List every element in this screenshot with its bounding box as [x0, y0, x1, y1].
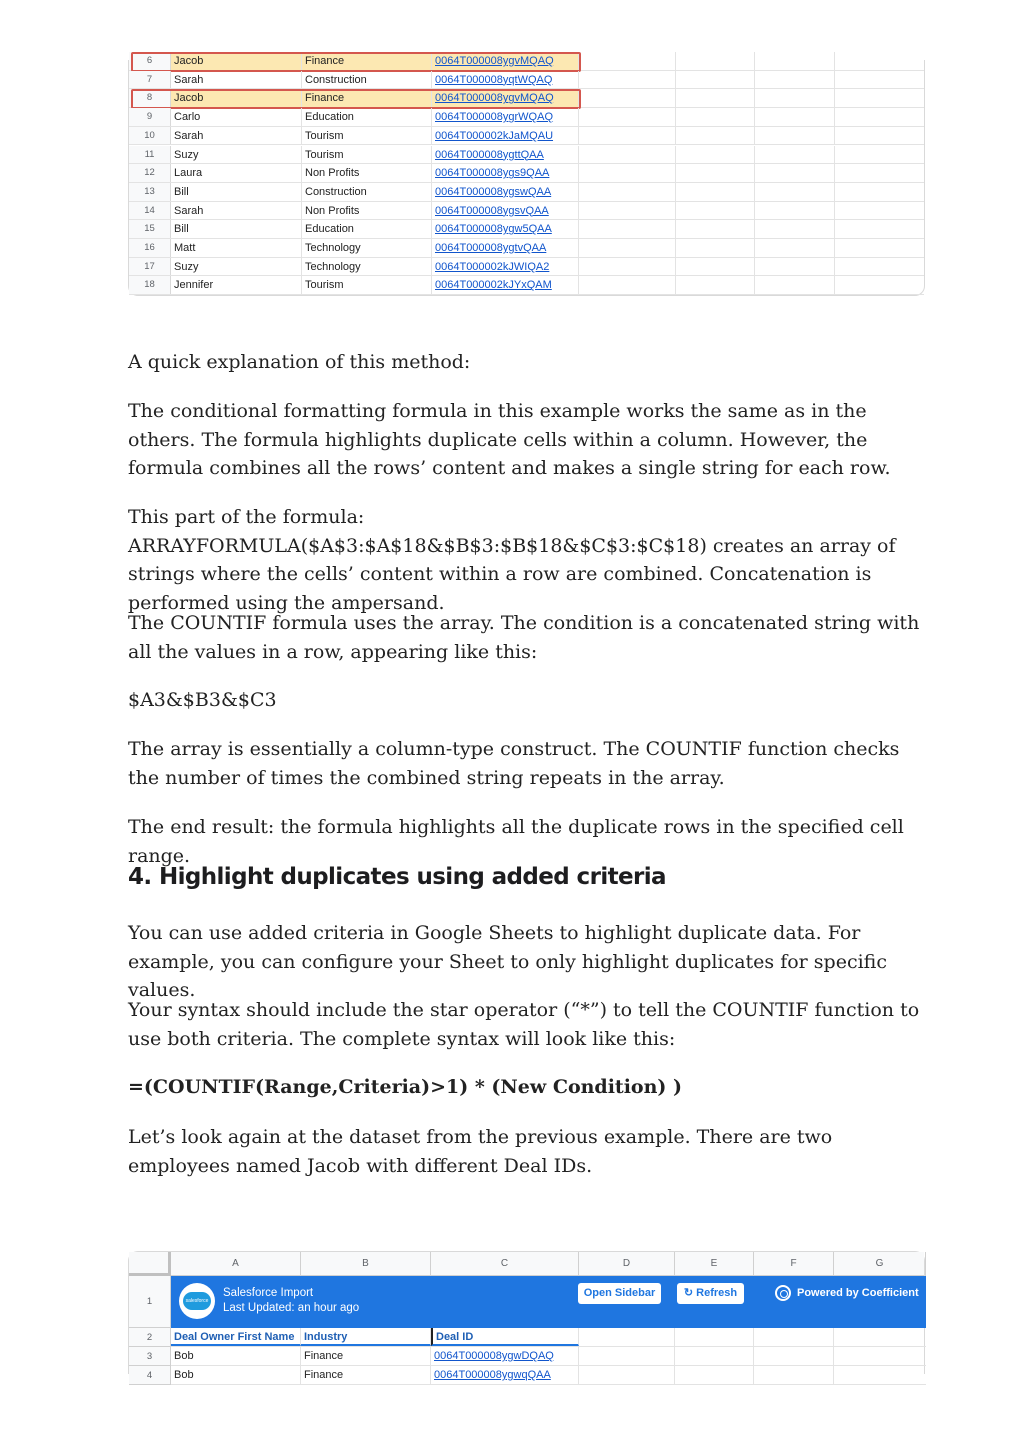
- cell-empty: [835, 164, 926, 182]
- row-number: 6: [129, 52, 171, 70]
- cell-empty: [834, 1347, 926, 1365]
- duplicates-spreadsheet-screenshot: [128, 55, 925, 296]
- paragraph-intro: A quick explanation of this method:: [128, 351, 471, 373]
- cell-empty: [835, 220, 926, 238]
- cell-empty: [579, 1366, 675, 1384]
- cell-empty: [755, 239, 835, 257]
- paragraph-countif: The COUNTIF formula uses the array. The condition is a concatenated string with all the values in a row, appearing like this:: [128, 612, 920, 663]
- table-row: [129, 71, 924, 90]
- cell-industry: Tourism: [302, 276, 432, 294]
- table-row: [129, 89, 924, 108]
- cell-empty: [579, 89, 676, 107]
- cell-deal-id-link[interactable]: 0064T000008ygsvQAA: [432, 202, 579, 220]
- cell-industry: Education: [302, 220, 432, 238]
- last-updated-text: Last Updated: an hour ago: [223, 1302, 360, 1314]
- cell-empty: [834, 1366, 926, 1384]
- cell-industry: Non Profits: [302, 164, 432, 182]
- paragraph-star-operator: Your syntax should include the star operator (“*”) to tell the COUNTIF function to use both criteria. The complete syntax will look like this:: [128, 999, 920, 1050]
- cell-industry: Tourism: [302, 146, 432, 164]
- cell-deal-id-link[interactable]: 0064T000002kJWIQA2: [432, 258, 579, 276]
- cell-deal-id-link[interactable]: 0064T000002kJYxQAM: [432, 276, 579, 294]
- cell-deal-id-link[interactable]: 0064T000008yqtWQAQ: [432, 71, 579, 89]
- cell-empty: [754, 1347, 834, 1365]
- coefficient-spreadsheet-screenshot: [128, 1251, 925, 1381]
- cell-name: Carlo: [171, 108, 302, 126]
- cell-deal-id-link[interactable]: 0064T000008ygswQAA: [432, 183, 579, 201]
- cell-name: Jacob: [171, 89, 302, 107]
- cell-empty: [579, 276, 676, 294]
- cell-empty: [755, 258, 835, 276]
- cell-empty: [676, 127, 755, 145]
- cell-empty: [579, 1328, 675, 1346]
- header-industry: Industry: [301, 1328, 431, 1346]
- cell-empty: [835, 89, 926, 107]
- row-number: 15: [129, 220, 171, 238]
- cell-empty: [755, 146, 835, 164]
- header-deal-id: Deal ID: [431, 1328, 579, 1346]
- refresh-icon: ↻: [683, 1287, 694, 1299]
- cell-deal-id-link[interactable]: 0064T000008ygw5QAA: [432, 220, 579, 238]
- row-number: 11: [129, 146, 171, 164]
- cell-industry: Technology: [302, 239, 432, 257]
- row-number: 8: [129, 89, 171, 107]
- cell-name: Jacob: [171, 52, 302, 70]
- cell-empty: [676, 202, 755, 220]
- cell-empty: [676, 52, 755, 70]
- cell-name: Suzy: [171, 146, 302, 164]
- column-header-e[interactable]: E: [675, 1252, 754, 1276]
- paragraph-added-criteria: You can use added criteria in Google Sheets to highlight duplicate data. For example, you can configure your Sheet to only highlight duplicates for specific values.: [128, 922, 887, 1001]
- paragraph-formula-explanation: The conditional formatting formula in this example works the same as in the others. The formula highlights duplicate cells within a column. However, the formula combines all the rows’ content and makes a single string for each row.: [128, 400, 891, 479]
- table-row: [129, 220, 924, 239]
- table-row: [129, 239, 924, 258]
- table-row: [171, 1366, 926, 1385]
- paragraph-dataset: Let’s look again at the dataset from the previous example. There are two employees named Jacob with different Deal IDs.: [128, 1126, 833, 1177]
- column-header-d[interactable]: D: [579, 1252, 675, 1276]
- cell-empty: [835, 108, 926, 126]
- cell-industry: Construction: [302, 183, 432, 201]
- cell-empty: [676, 183, 755, 201]
- cell-empty: [755, 183, 835, 201]
- cell-industry: Education: [302, 108, 432, 126]
- table-row: [129, 52, 924, 71]
- column-header-a[interactable]: A: [171, 1252, 301, 1276]
- cell-deal-id-link[interactable]: 0064T000008ygvMQAQ: [432, 89, 579, 107]
- cell-empty: [755, 220, 835, 238]
- cell-name: Laura: [171, 164, 302, 182]
- row-number: 2: [129, 1328, 171, 1347]
- cell-empty: [755, 71, 835, 89]
- row-number: 1: [129, 1276, 171, 1328]
- column-header-bar: [129, 1252, 924, 1276]
- cell-empty: [834, 1328, 926, 1346]
- cell-name: Sarah: [171, 71, 302, 89]
- cell-empty: [676, 71, 755, 89]
- cell-empty: [675, 1366, 754, 1384]
- row-number: 13: [129, 183, 171, 201]
- table-row: [129, 258, 924, 277]
- paragraph-end-result: The end result: the formula highlights all the duplicate rows in the specified cell range.: [128, 816, 904, 867]
- cell-empty: [676, 108, 755, 126]
- cell-empty: [835, 239, 926, 257]
- cell-empty: [835, 276, 926, 294]
- cell-deal-id-link[interactable]: 0064T000008ygtvQAA: [432, 239, 579, 257]
- cell-deal-id-link[interactable]: 0064T000008ygttQAA: [432, 146, 579, 164]
- cell-deal-id-link[interactable]: 0064T000008ygwDQAQ: [431, 1347, 579, 1365]
- table-row: [129, 146, 924, 165]
- row-number: 12: [129, 164, 171, 182]
- cell-name: Sarah: [171, 202, 302, 220]
- table-row: [171, 1347, 926, 1366]
- cell-empty: [755, 108, 835, 126]
- powered-by-coefficient: [775, 1285, 919, 1301]
- cell-deal-id-link[interactable]: 0064T000008ygrWQAQ: [432, 108, 579, 126]
- table-row: [129, 202, 924, 221]
- cell-empty: [676, 276, 755, 294]
- column-header-f[interactable]: F: [754, 1252, 834, 1276]
- cell-owner: Bob: [171, 1366, 301, 1384]
- cell-deal-id-link[interactable]: 0064T000008ygvMQAQ: [432, 52, 579, 70]
- cell-empty: [835, 71, 926, 89]
- cell-empty: [675, 1347, 754, 1365]
- table-row: [129, 127, 924, 146]
- cell-empty: [755, 89, 835, 107]
- cell-empty: [579, 108, 676, 126]
- cell-empty: [579, 146, 676, 164]
- cell-name: Matt: [171, 239, 302, 257]
- table-row: [129, 183, 924, 202]
- row-number: 18: [129, 276, 171, 294]
- cell-industry: Tourism: [302, 127, 432, 145]
- table-row: [129, 276, 924, 295]
- cell-empty: [676, 220, 755, 238]
- row-number: 14: [129, 202, 171, 220]
- row-number: 17: [129, 258, 171, 276]
- cell-industry: Non Profits: [302, 202, 432, 220]
- table-row: [129, 108, 924, 127]
- refresh-button[interactable]: [677, 1283, 744, 1304]
- cell-empty: [835, 127, 926, 145]
- cell-name: Sarah: [171, 127, 302, 145]
- cell-deal-id-link[interactable]: 0064T000008ygs9QAA: [432, 164, 579, 182]
- table-header-row: [171, 1328, 926, 1347]
- column-header-g[interactable]: G: [834, 1252, 926, 1276]
- cell-deal-id-link[interactable]: 0064T000002kJaMQAU: [432, 127, 579, 145]
- row-number: 4: [129, 1366, 171, 1385]
- paragraph-arrayformula: This part of the formula: ARRAYFORMULA($A$3:$A$18&$B$3:$B$18&$C$3:$C$18) creates an array of strings where the cells’ content within a row are combined. Concatenation is performed using the ampersand.: [128, 506, 896, 614]
- cell-empty: [579, 164, 676, 182]
- import-title: Salesforce Import: [223, 1287, 314, 1299]
- refresh-label: Refresh: [696, 1287, 738, 1299]
- cell-name: Bill: [171, 220, 302, 238]
- table-row: [129, 164, 924, 183]
- cell-empty: [676, 258, 755, 276]
- cell-empty: [579, 202, 676, 220]
- cell-empty: [755, 276, 835, 294]
- powered-by-label: Powered by Coefficient: [797, 1287, 919, 1299]
- cell-name: Bill: [171, 183, 302, 201]
- cell-empty: [579, 258, 676, 276]
- row-number: 16: [129, 239, 171, 257]
- cell-empty: [579, 183, 676, 201]
- cell-industry: Finance: [301, 1347, 431, 1365]
- cell-empty: [755, 52, 835, 70]
- cell-empty: [835, 52, 926, 70]
- salesforce-logo: [179, 1283, 215, 1319]
- cell-empty: [755, 164, 835, 182]
- paragraph-condition-example: $A3&$B3&$C3: [128, 689, 277, 711]
- cell-industry: Technology: [302, 258, 432, 276]
- cell-empty: [755, 127, 835, 145]
- cell-empty: [579, 1347, 675, 1365]
- cell-empty: [675, 1328, 754, 1346]
- cell-name: Jennifer: [171, 276, 302, 294]
- cell-name: Suzy: [171, 258, 302, 276]
- paragraph-array-construct: The array is essentially a column-type construct. The COUNTIF function checks the number of times the combined string repeats in the array.: [128, 738, 900, 789]
- column-header-b[interactable]: B: [301, 1252, 431, 1276]
- cell-empty: [579, 52, 676, 70]
- cell-empty: [754, 1328, 834, 1346]
- cell-empty: [676, 164, 755, 182]
- cell-empty: [676, 239, 755, 257]
- coefficient-logo-icon: [775, 1285, 791, 1301]
- formula-syntax: =(COUNTIF(Range,Criteria)>1) * (New Condition) ): [128, 1076, 683, 1098]
- sheet-corner: [129, 1252, 171, 1276]
- cell-empty: [755, 202, 835, 220]
- row-number: 7: [129, 71, 171, 89]
- cell-industry: Finance: [302, 52, 432, 70]
- cell-empty: [835, 258, 926, 276]
- open-sidebar-button[interactable]: Open Sidebar: [578, 1283, 661, 1304]
- cell-industry: Finance: [302, 89, 432, 107]
- column-header-c[interactable]: C: [431, 1252, 579, 1276]
- cell-empty: [754, 1366, 834, 1384]
- cell-empty: [579, 127, 676, 145]
- cell-empty: [579, 71, 676, 89]
- cell-empty: [835, 146, 926, 164]
- section-heading: 4. Highlight duplicates using added criteria: [128, 864, 666, 890]
- cell-owner: Bob: [171, 1347, 301, 1365]
- cell-empty: [835, 183, 926, 201]
- cell-empty: [835, 202, 926, 220]
- row-number: 3: [129, 1347, 171, 1366]
- cell-empty: [676, 146, 755, 164]
- cell-deal-id-link[interactable]: 0064T000008ygwqQAA: [431, 1366, 579, 1384]
- salesforce-cloud-icon: salesforce: [183, 1292, 211, 1310]
- cell-empty: [676, 89, 755, 107]
- header-deal-owner: Deal Owner First Name: [171, 1328, 301, 1346]
- cell-industry: Construction: [302, 71, 432, 89]
- cell-empty: [579, 220, 676, 238]
- cell-industry: Finance: [301, 1366, 431, 1384]
- row-number: 10: [129, 127, 171, 145]
- cell-empty: [579, 239, 676, 257]
- row-number: 9: [129, 108, 171, 126]
